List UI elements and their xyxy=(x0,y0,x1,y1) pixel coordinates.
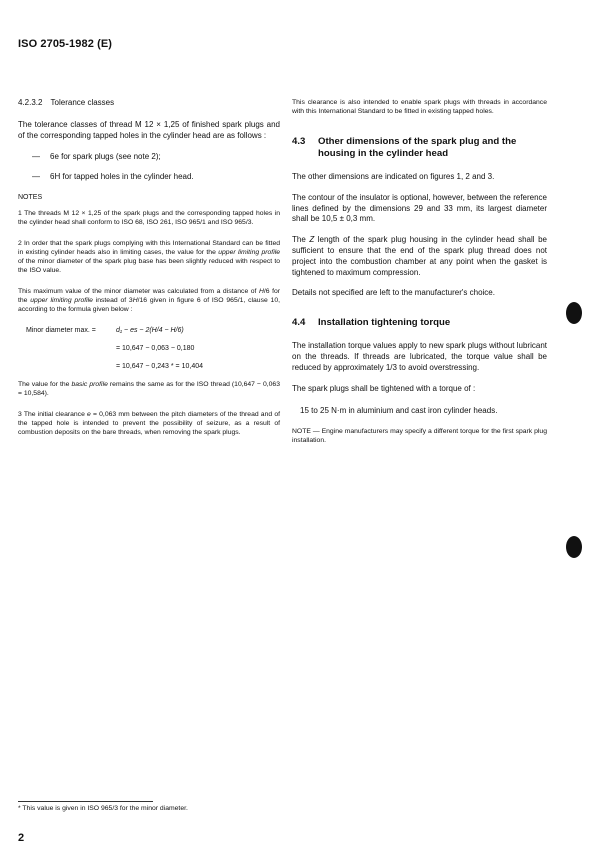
section-4-3-p1: The other dimensions are indicated on figures 1, 2 and 3. xyxy=(292,172,495,181)
section-4-3-heading: 4.3 Other dimensions of the spark plug and the housing in the cylinder head xyxy=(292,136,517,159)
torque-note: NOTE — Engine manufacturers may specify a different torque for the first spark plug installation. xyxy=(292,428,547,445)
formula-line-2: = 10,647 − 0,063 − 0,180 xyxy=(116,344,195,352)
section-4-4-heading: 4.4 Installation tightening torque xyxy=(292,317,451,329)
section-4-3-p2: The contour of the insulator is optional, however, between the reference lines defined by the dimensions 29 and 33 mm, its largest diameter shall be 10,5 ± 0,3 mm. xyxy=(292,192,547,224)
note-3: 3 The initial clearance e = 0,063 mm between the pitch diameters of the thread and of the tapped hole is intended to prevent the possibility of seizure, as a result of combustion deposits on the bare threads, when removing the spark plugs. xyxy=(18,410,280,436)
punch-hole-mark xyxy=(566,536,582,558)
max-diameter-paragraph: This maximum value of the minor diameter was calculated from a distance of H/6 for the upper limiting profile instead of 3H/16 given in figure 6 of ISO 965/1, clause 10, according to the formula given below : xyxy=(18,287,281,313)
clearance-paragraph: This clearance is also intended to enable spark plugs with threads in accordance with this International Standard to be fitted in existing tapped holes. xyxy=(292,99,547,115)
page-number: 2 xyxy=(18,832,25,844)
minor-diameter-formula xyxy=(18,326,280,372)
subsection-title: Tolerance classes xyxy=(50,98,115,107)
section-4-4-p2: The spark plugs shall be tightened with a torque of : xyxy=(292,383,476,393)
note-1: 1 The threads M 12 × 1,25 of the spark plugs and the corresponding tapped holes in the cylinder head shall conform to ISO 68, ISO 261, ISO 965/1 and ISO 965/3. xyxy=(18,209,280,226)
list-item: — 6H for tapped holes in the cylinder head. xyxy=(32,171,194,181)
section-4-4-p1: The installation torque values apply to new spark plugs without lubricant on the threads. If threads are lubricated, the torque value shall be reduced by approximately 1/3 to avoid overstressing. xyxy=(292,341,547,372)
list-item: — 6e for spark plugs (see note 2); xyxy=(32,151,161,161)
subsection-heading xyxy=(18,98,280,107)
notes-title: NOTES xyxy=(18,193,43,201)
tolerance-intro: The tolerance classes of thread M 12 × 1,25 of finished spark plugs and of the corresponding tapped holes in the cylinder head are as follows : xyxy=(18,120,280,140)
footnote: * This value is given in ISO 965/3 for the minor diameter. xyxy=(18,805,188,812)
left-column xyxy=(18,98,280,437)
section-4-3-p4: Details not specified are left to the manufacturer's choice. xyxy=(292,288,495,298)
formula-line-1: d₁ − es − 2(H/4 − H/6) xyxy=(116,326,184,334)
subsection-number: 4.2.3.2 xyxy=(18,98,43,107)
formula-line-3: = 10,647 − 0,243 * = 10,404 xyxy=(116,362,203,370)
basic-profile-paragraph: The value for the basic profile remains the same as for the ISO thread (10,647 − 0,063 = 10,584). xyxy=(18,380,280,397)
footnote-rule xyxy=(18,801,153,802)
section-4-3-p3: The Z length of the spark plug housing in the cylinder head shall be sufficient to ensure that the end of the spark plug thread does not project into the combustion chamber at any point when the gasket is tightened to maximum compression. xyxy=(292,235,547,277)
punch-hole-mark xyxy=(566,302,582,324)
document-header: ISO 2705-1982 (E) xyxy=(18,38,113,50)
formula-label: Minor diameter max. = xyxy=(26,326,96,334)
torque-value: 15 to 25 N·m in aluminium and cast iron cylinder heads. xyxy=(300,406,498,416)
note-2: 2 In order that the spark plugs complying with this International Standard can be fitted in existing cylinder heads also in limiting cases, the value for the upper limiting profile of the minor diameter of the spark plug base has been slightly reduced with respect to the ISO value. xyxy=(18,239,280,274)
right-column xyxy=(292,98,547,445)
